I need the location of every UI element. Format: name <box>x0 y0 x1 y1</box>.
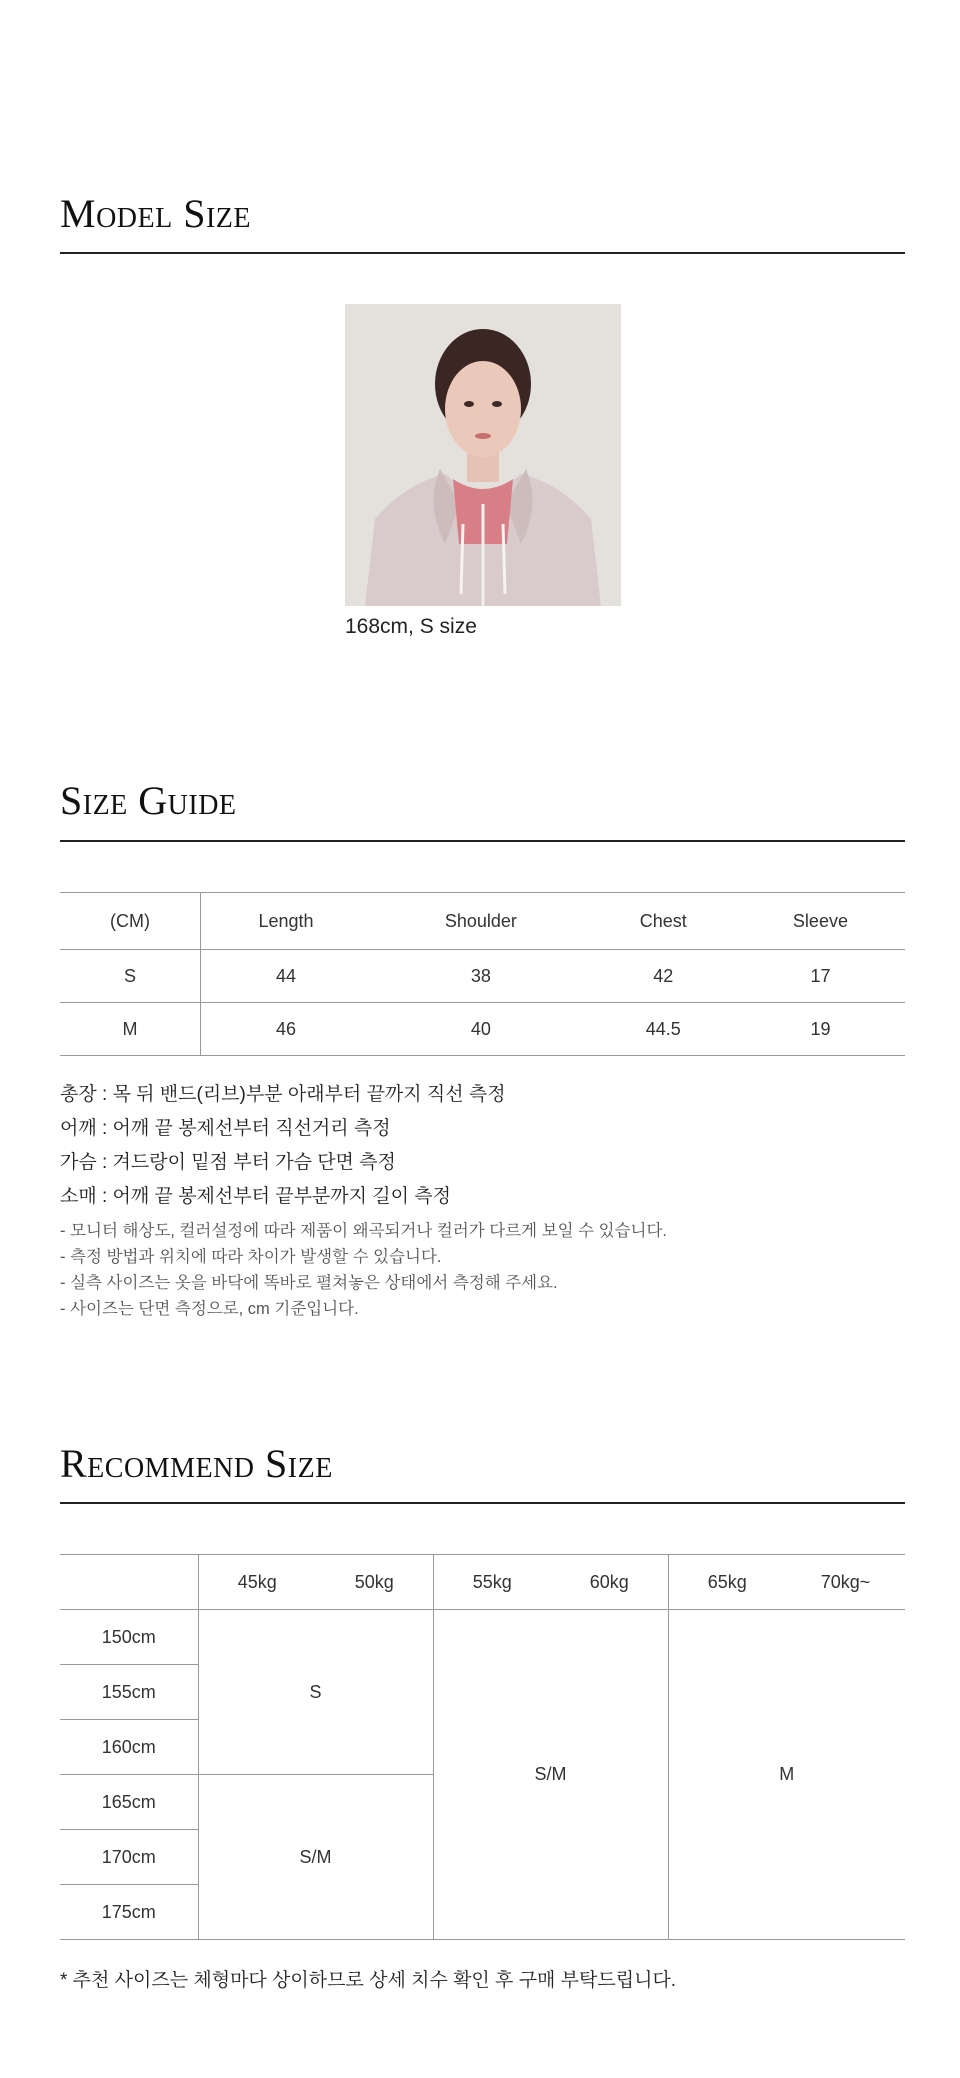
model-photo <box>345 304 621 606</box>
weight-header: 50kg <box>316 1555 433 1610</box>
chest-value: 44.5 <box>591 1003 736 1056</box>
shoulder-value: 40 <box>371 1003 591 1056</box>
height-label: 165cm <box>60 1775 198 1830</box>
recommend-cell-m: M <box>668 1610 905 1940</box>
height-label: 150cm <box>60 1610 198 1665</box>
disclaimer-item: - 실측 사이즈는 옷을 바닥에 똑바로 펼쳐놓은 상태에서 측정해 주세요. <box>60 1274 558 1292</box>
table-row <box>60 1610 905 1665</box>
measurement-notes <box>60 1078 506 1214</box>
chest-value: 42 <box>591 950 736 1003</box>
recommend-cell-sm-lower: S/M <box>198 1775 433 1940</box>
chest-header: Chest <box>591 893 736 950</box>
height-label: 170cm <box>60 1830 198 1885</box>
length-value: 46 <box>201 1003 372 1056</box>
shoulder-header: Shoulder <box>371 893 591 950</box>
recommend-cell-s: S <box>198 1610 433 1775</box>
recommend-footnote: * 추천 사이즈는 체형마다 상이하므로 상세 치수 확인 후 구매 부탁드립니다. <box>60 1970 677 1991</box>
recommend-size-title: Recommend Size <box>60 1441 333 1486</box>
sleeve-value: 19 <box>736 1003 905 1056</box>
length-header: Length <box>201 893 372 950</box>
height-label: 155cm <box>60 1665 198 1720</box>
table-row <box>60 1003 905 1056</box>
model-size-divider <box>60 252 905 254</box>
disclaimer-item: - 모니터 해상도, 컬러설정에 따라 제품이 왜곡되거나 컬러가 다르게 보일 수 있습니다. <box>60 1222 668 1240</box>
disclaimer-item: - 사이즈는 단면 측정으로, cm 기준입니다. <box>60 1300 359 1318</box>
size-guide-table <box>60 892 905 1056</box>
model-caption: 168cm, S size <box>345 615 477 638</box>
note-shoulder: 어깨 : 어깨 끝 봉제선부터 직선거리 측정 <box>60 1118 391 1139</box>
weight-header: 65kg <box>668 1555 786 1610</box>
recommend-cell-sm: S/M <box>433 1610 668 1940</box>
size-label: S <box>60 950 201 1003</box>
length-value: 44 <box>201 950 372 1003</box>
weight-header: 55kg <box>433 1555 551 1610</box>
sleeve-value: 17 <box>736 950 905 1003</box>
weight-header-row <box>60 1555 905 1610</box>
note-sleeve: 소매 : 어깨 끝 봉제선부터 끝부분까지 길이 측정 <box>60 1186 451 1207</box>
size-guide-divider <box>60 840 905 842</box>
table-row <box>60 950 905 1003</box>
note-length: 총장 : 목 뒤 밴드(리브)부분 아래부터 끝까지 직선 측정 <box>60 1084 506 1105</box>
disclaimer-list <box>60 1218 667 1322</box>
size-guide-title: Size Guide <box>60 778 237 823</box>
unit-header: (CM) <box>60 893 201 950</box>
size-label: M <box>60 1003 201 1056</box>
recommend-size-divider <box>60 1502 905 1504</box>
weight-header: 70kg~ <box>786 1555 905 1610</box>
table-header-row <box>60 893 905 950</box>
note-chest: 가슴 : 겨드랑이 밑점 부터 가슴 단면 측정 <box>60 1152 396 1173</box>
disclaimer-item: - 측정 방법과 위치에 따라 차이가 발생할 수 있습니다. <box>60 1248 442 1266</box>
weight-header: 45kg <box>198 1555 316 1610</box>
recommend-size-table <box>60 1554 905 1940</box>
weight-header: 60kg <box>551 1555 668 1610</box>
corner-cell <box>60 1555 198 1610</box>
model-size-title: Model Size <box>60 191 251 236</box>
height-label: 175cm <box>60 1885 198 1940</box>
shoulder-value: 38 <box>371 950 591 1003</box>
height-label: 160cm <box>60 1720 198 1775</box>
sleeve-header: Sleeve <box>736 893 905 950</box>
